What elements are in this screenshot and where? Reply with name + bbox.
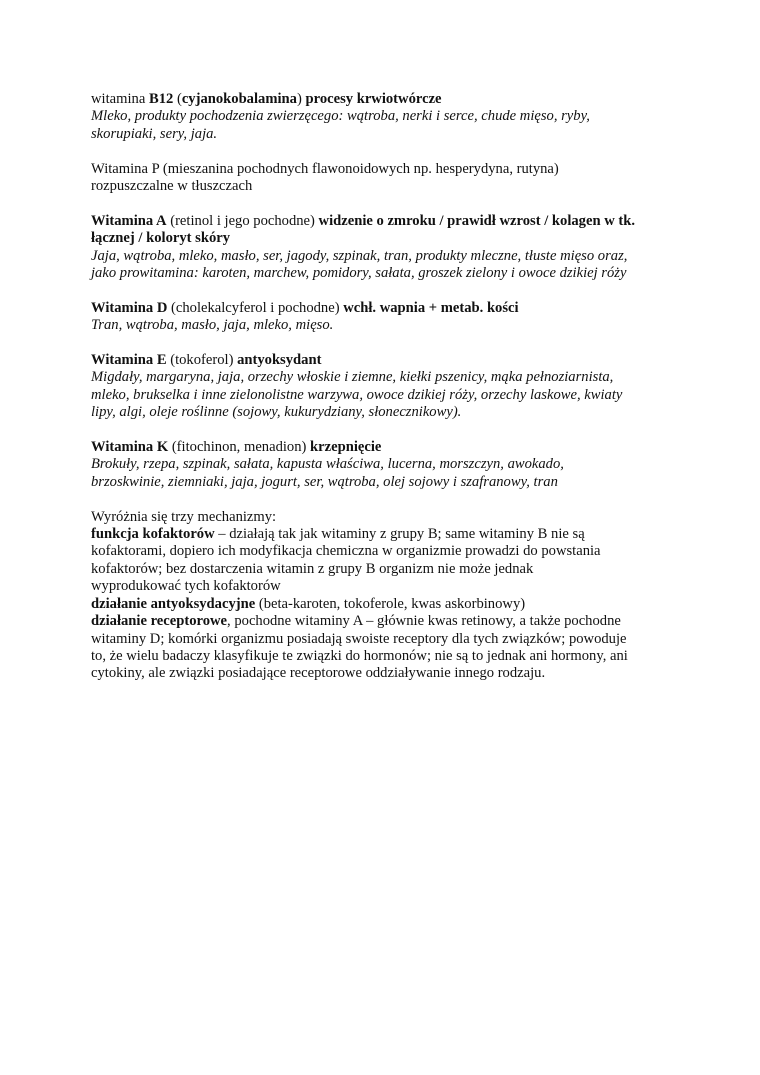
vitamin-k-name: Witamina K bbox=[91, 439, 169, 456]
vitamin-d-section bbox=[91, 300, 681, 335]
vitamin-p-line: Witamina P (mieszanina pochodnych flawonoidowych np. hesperydyna, rutyna) bbox=[91, 160, 559, 177]
vitamin-d-name: Witamina D bbox=[91, 299, 168, 316]
antioxidant-text: (beta-karoten, tokoferole, kwas askorbinowy) bbox=[255, 595, 526, 612]
cofactor-line bbox=[91, 526, 681, 543]
document-page bbox=[91, 91, 681, 700]
vitamin-e-name: Witamina E bbox=[91, 352, 167, 369]
vitamin-d-heading bbox=[91, 300, 681, 317]
vitamin-b12-heading bbox=[91, 91, 681, 108]
vitamin-a-role: widzenie o zmroku / prawidł wzrost / kolagen w tk. bbox=[318, 212, 636, 229]
vitamin-a-section bbox=[91, 213, 681, 283]
b12-close-paren: ) bbox=[296, 91, 302, 107]
vitamin-e-section bbox=[91, 352, 681, 422]
vitamin-d-role: wchł. wapnia + metab. kości bbox=[343, 299, 519, 316]
antioxidant-title: działanie antyoksydacyjne bbox=[91, 595, 256, 612]
vitamin-e-role: antyoksydant bbox=[237, 352, 322, 369]
vitamin-k-section bbox=[91, 439, 681, 491]
vitamin-e-sources-line: Migdały, margaryna, jaja, orzechy włoskie i ziemne, kiełki pszenicy, mąka pełnoziarnista, bbox=[91, 369, 614, 386]
cofactor-title: funkcja kofaktorów bbox=[91, 526, 215, 543]
cofactor-text-line: wyprodukować tych kofaktorów bbox=[91, 578, 281, 595]
vitamin-e-heading bbox=[91, 352, 681, 369]
receptor-text: , pochodne witaminy A – głównie kwas retinowy, a także pochodne bbox=[227, 613, 621, 630]
mechanisms-intro: Wyróżnia się trzy mechanizmy: bbox=[91, 508, 277, 525]
vitamin-a-name: Witamina A bbox=[91, 212, 167, 229]
receptor-text-line: cytokiny, ale związki posiadające receptorowe oddziaływanie innego rodzaju. bbox=[91, 665, 546, 682]
vitamin-e-sources-line: mleko, brukselka i inne zielonolistne warzywa, owoce dzikiej róży, orzechy laskowe, kwiaty bbox=[91, 386, 623, 403]
b12-name: B12 bbox=[148, 91, 174, 107]
vitamin-a-role-cont bbox=[91, 230, 681, 247]
b12-compound: cyjanokobalamina bbox=[181, 91, 297, 107]
receptor-title: działanie receptorowe bbox=[91, 613, 228, 630]
vitamin-a-sources-line: Jaja, wątroba, mleko, masło, ser, jagody, szpinak, tran, produkty mleczne, tłuste mięso oraz, bbox=[91, 247, 628, 264]
mechanisms-section bbox=[91, 509, 681, 683]
vitamin-e-sources-line: lipy, algi, oleje roślinne (sojowy, kukurydziany, słonecznikowy). bbox=[91, 404, 462, 421]
vitamin-d-compound: (cholekalcyferol i pochodne) bbox=[167, 299, 344, 316]
vitamin-d-sources-line: Tran, wątroba, masło, jaja, mleko, mięso. bbox=[91, 317, 334, 334]
vitamin-k-sources-line: brzoskwinie, ziemniaki, jaja, jogurt, ser, wątroba, olej sojowy i szafranowy, tran bbox=[91, 473, 558, 490]
b12-sources-line: Mleko, produkty pochodzenia zwierzęcego: wątroba, nerki i serce, chude mięso, ryby, bbox=[91, 108, 590, 125]
vitamin-p-section bbox=[91, 161, 681, 196]
vitamin-e-compound: (tokoferol) bbox=[166, 352, 238, 369]
vitamin-b12-section bbox=[91, 91, 681, 143]
vitamin-k-role: krzepnięcie bbox=[310, 439, 382, 456]
cofactor-text: – działają tak jak witaminy z grupy B; same witaminy B nie są bbox=[214, 526, 585, 543]
antioxidant-line bbox=[91, 596, 681, 613]
b12-open-paren: ( bbox=[173, 91, 182, 107]
b12-sources-line: skorupiaki, sery, jaja. bbox=[91, 125, 218, 142]
vitamin-a-role-cont-text: łącznej / koloryt skóry bbox=[91, 230, 231, 247]
receptor-text-line: to, że wielu badaczy klasyfikuje te związki do hormonów; nie są to jednak ani hormony, ani bbox=[91, 647, 628, 664]
cofactor-text-line: kofaktorami, dopiero ich modyfikacja chemiczna w organizmie prowadzi do powstania bbox=[91, 543, 601, 560]
b12-role: procesy krwiotwórcze bbox=[301, 91, 442, 107]
vitamin-k-heading bbox=[91, 439, 681, 456]
cofactor-text-line: kofaktorów; bez dostarczenia witamin z grupy B organizm nie może jednak bbox=[91, 560, 534, 577]
vitamin-a-heading bbox=[91, 213, 681, 230]
vitamin-a-compound: (retinol i jego pochodne) bbox=[166, 212, 319, 229]
receptor-line bbox=[91, 613, 681, 630]
vitamin-p-line: rozpuszczalne w tłuszczach bbox=[91, 178, 253, 195]
b12-prefix: witamina bbox=[91, 91, 149, 107]
vitamin-k-sources-line: Brokuły, rzepa, szpinak, sałata, kapusta właściwa, lucerna, morszczyn, awokado, bbox=[91, 456, 564, 473]
vitamin-a-sources-line: jako prowitamina: karoten, marchew, pomidory, sałata, groszek zielony i owoce dzikiej róży bbox=[91, 265, 627, 282]
receptor-text-line: witaminy D; komórki organizmu posiadają swoiste receptory dla tych związków; powoduje bbox=[91, 630, 627, 647]
vitamin-k-compound: (fitochinon, menadion) bbox=[168, 439, 311, 456]
